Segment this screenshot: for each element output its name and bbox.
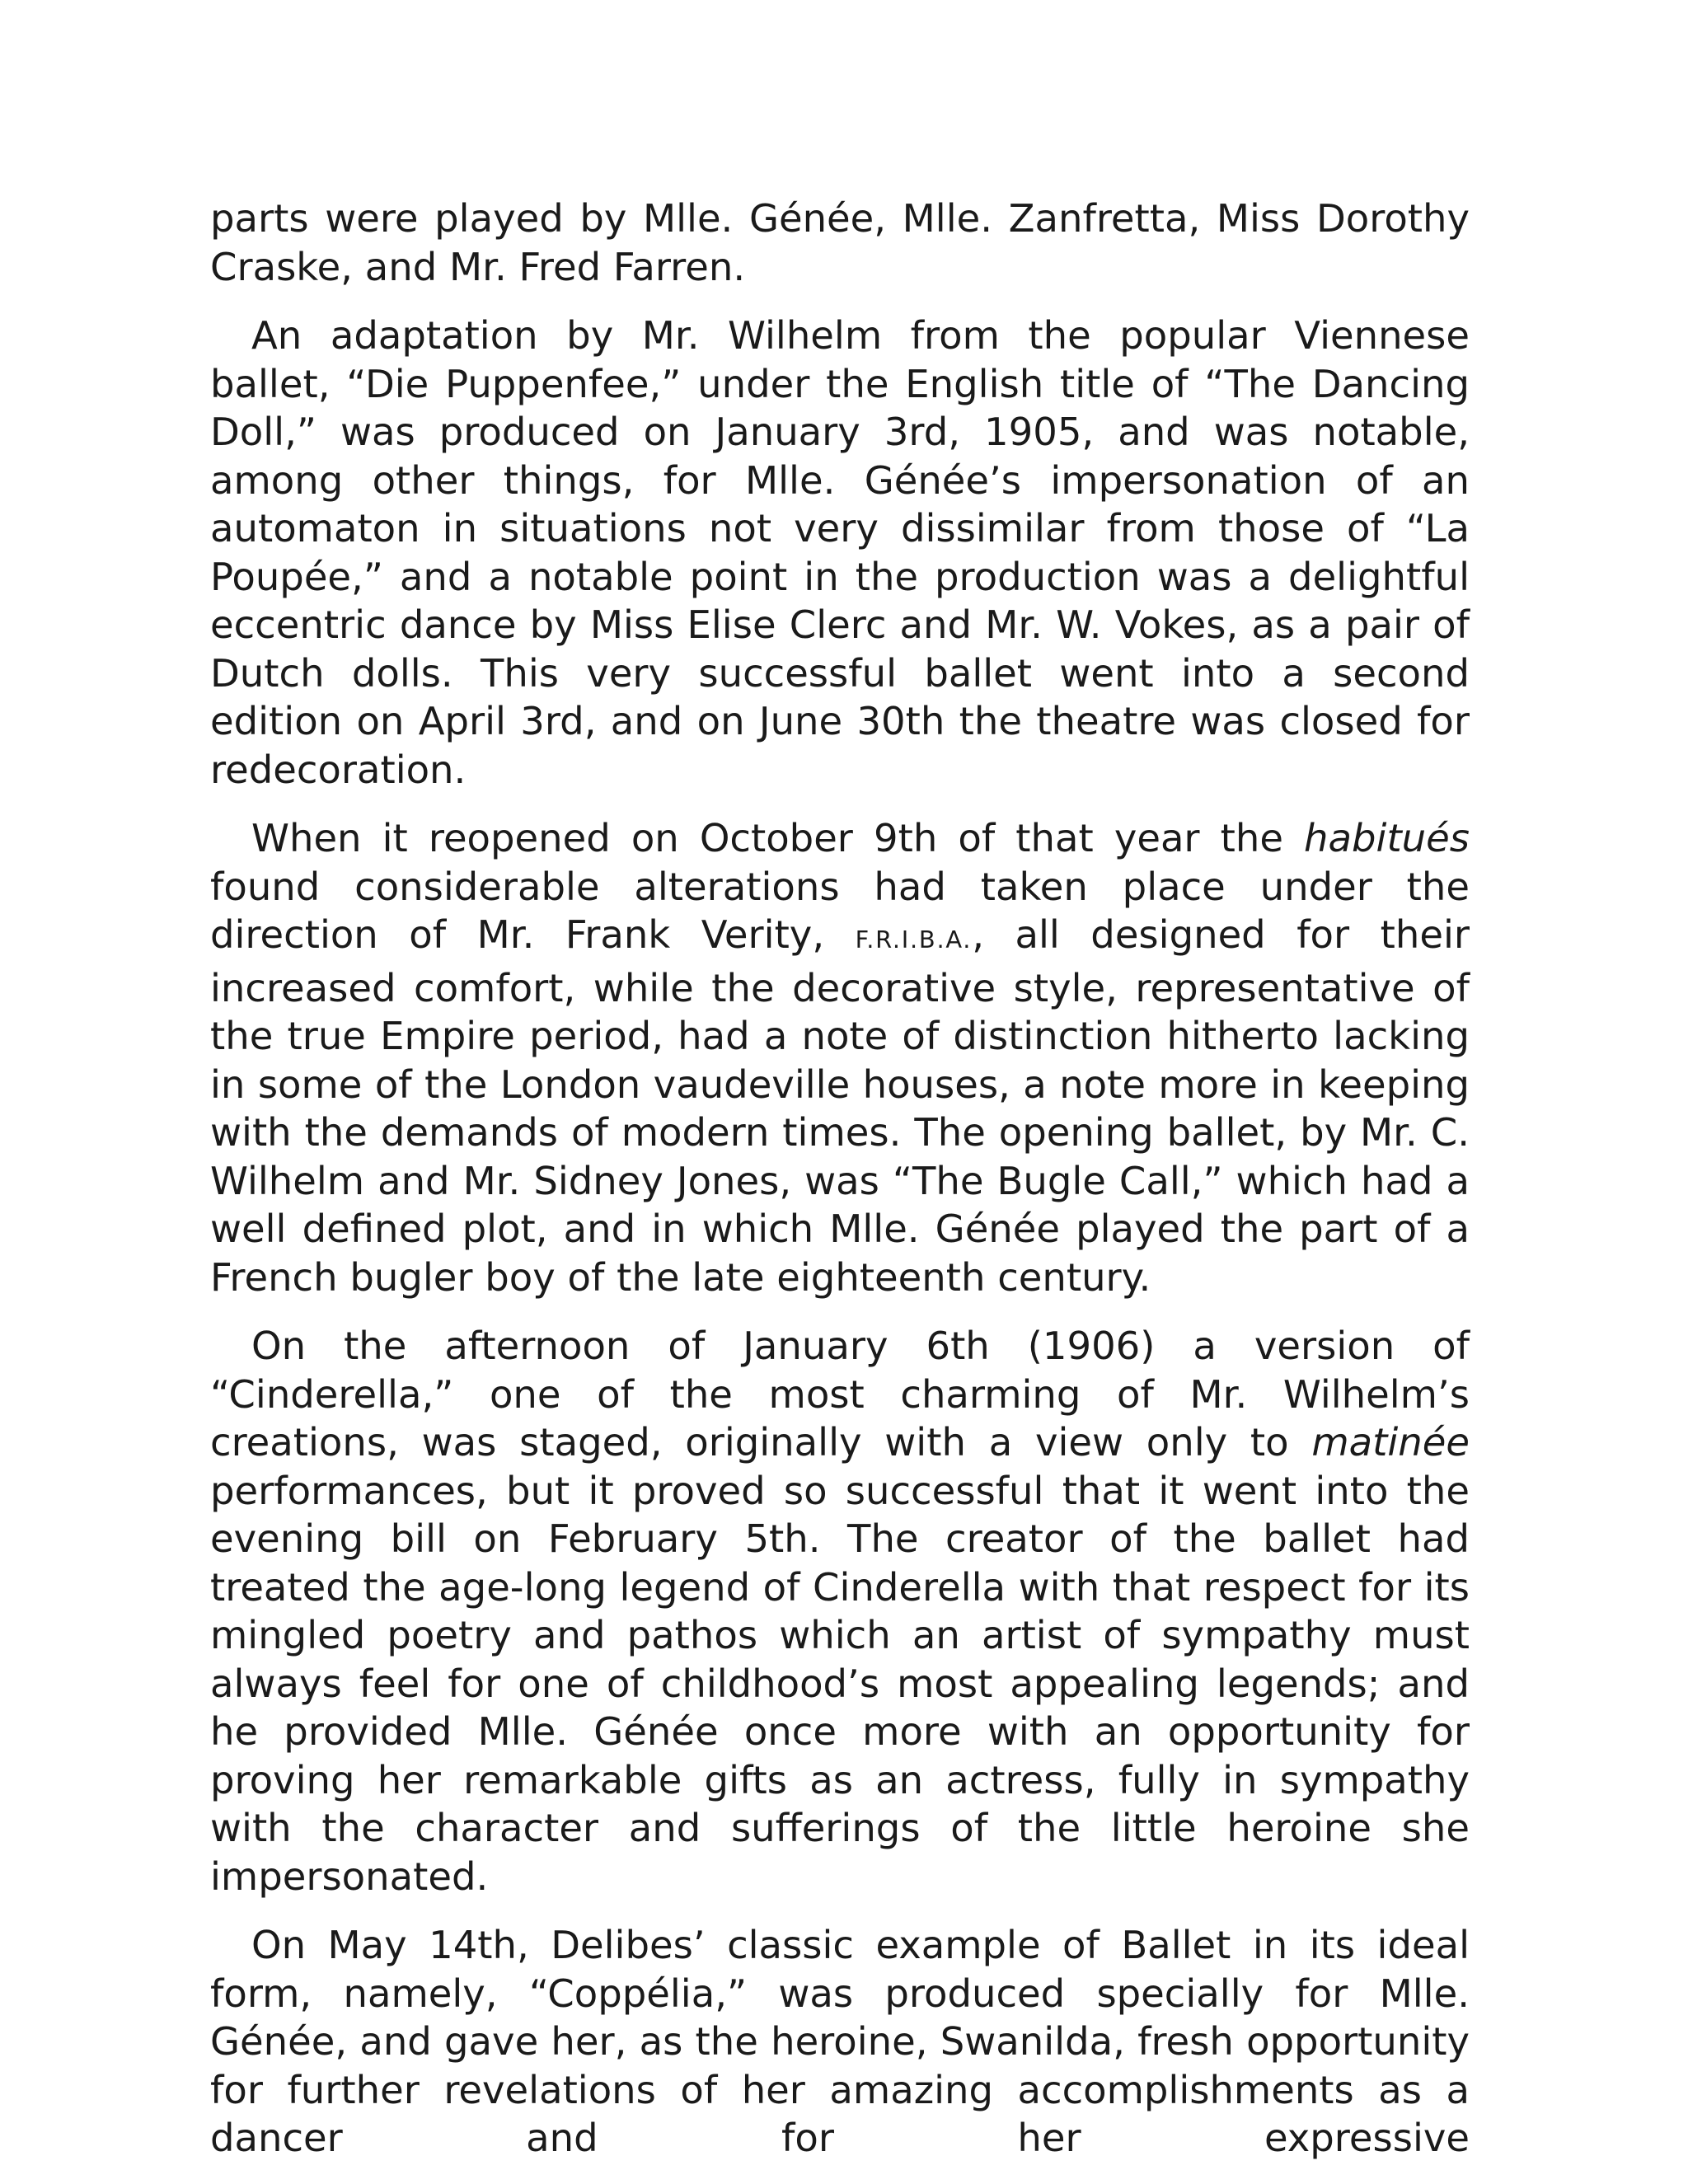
paragraph-2-text: An adaptation by Mr. Wilhelm from the popular Viennese ballet, “Die Puppenfee,” under the English title of “The Dancing Doll,” was produced on January 3rd, 1905, and was notable, among other things, for Mlle. Génée’s impersonation of an automaton in situations not very dissimilar from those of “La Poupée,” and a notable point in the production was a delightful eccentric dance by Miss Elise Clerc and Mr. W. Vokes, as a pair of Dutch dolls. This very successful ballet went into a second edition on April 3rd, and on June 30th the theatre was closed for redecoration. [210,313,1470,792]
italic-habitues: habitués [1304,816,1470,860]
small-caps-friba: F.R.I.B.A. [855,926,973,954]
paragraph-3-text-a: When it reopened on October 9th of that year the [251,816,1305,860]
paragraph-4 [210,1322,1470,1900]
italic-matinee: matinée [1311,1420,1470,1465]
paragraph-4-text-b: performances, but it proved so successful that it went into the evening bill on February 5th. The creator of the ballet had treated the age-long legend of Cinderella with that respect for its mingled poetry and pathos which an artist of sympathy must always feel for one of childhood’s most appealing legends; and he provided Mlle. Génée once more with an opportunity for proving her remarkable gifts as an actress, fully in sympathy with the character and sufferings of the little heroine she impersonated. [210,1468,1470,1899]
paragraph-3-text-c: , all designed for their increased comfort, while the decorative style, representative of the true Empire period, had a note of distinction hitherto lacking in some of the London vaudeville houses, a note more in keeping with the demands of modern times. The opening ballet, by Mr. C. Wilhelm and Mr. Sidney Jones, was “The Bugle Call,” which had a well defined plot, and in which Mlle. Génée played the part of a French bugler boy of the late eighteenth century. [210,912,1470,1300]
page-body [210,194,1470,2163]
paragraph-1-text: parts were played by Mlle. Génée, Mlle. Zanfretta, Miss Dorothy Craske, and Mr. Fred Farren. [210,196,1470,289]
paragraph-4-text-a: On the afternoon of January 6th (1906) a version of “Cinderella,” one of the most charming of Mr. Wilhelm’s creations, was staged, originally with a view only to [210,1324,1470,1465]
paragraph-3-text-b: found considerable alterations had taken place under the direction of Mr. Frank Verity, [210,864,1470,957]
paragraph-1 [210,194,1470,291]
paragraph-3 [210,814,1470,1301]
paragraph-2 [210,312,1470,794]
paragraph-5 [210,1921,1470,2163]
paragraph-5-text: On May 14th, Delibes’ classic example of Ballet in its ideal form, namely, “Coppélia,” was produced specially for Mlle. Génée, and gave her, as the heroine, Swanilda, fresh opportunity for further revelations of her amazing accomplishments as a dancer and for her expressive [210,1923,1470,2160]
